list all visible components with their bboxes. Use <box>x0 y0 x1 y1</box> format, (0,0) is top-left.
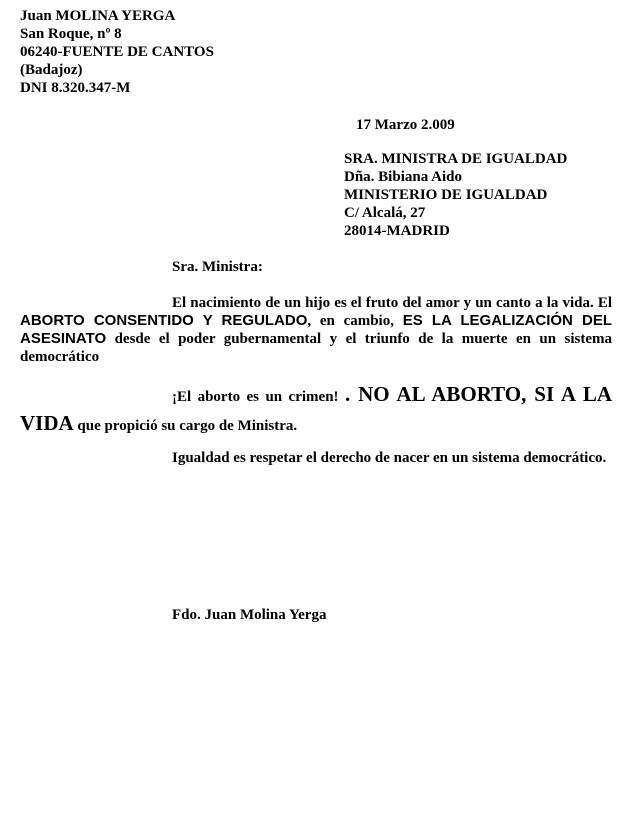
paragraph-text: que propició su cargo de Ministra. <box>73 418 298 434</box>
paragraph-text: desde el poder gubernamental y el triunfo de la muerte en un sistema democrático <box>20 331 612 365</box>
paragraph-equality <box>20 448 612 468</box>
paragraph-emphasis: ABORTO CONSENTIDO Y REGULADO <box>20 312 308 329</box>
paragraph-text: Igualdad es respetar el derecho de nacer en un sistema democrático. <box>172 450 607 466</box>
recipient-address <box>344 150 567 240</box>
signature: Fdo. Juan Molina Yerga <box>172 607 327 623</box>
letter-date: 17 Marzo 2.009 <box>356 117 455 133</box>
sender-address <box>20 7 214 97</box>
sender-dni: DNI 8.320.347-M <box>20 80 131 96</box>
paragraph-text: , en cambio, <box>307 313 403 329</box>
sender-name: Juan MOLINA YERGA <box>20 8 176 24</box>
salutation: Sra. Ministra: <box>172 259 263 275</box>
recipient-name: Dña. Bibiana Aido <box>344 169 462 185</box>
sender-city: 06240-FUENTE DE CANTOS <box>20 44 214 60</box>
paragraph-slogan: . NO AL ABORTO, SI A LA VIDA <box>20 382 612 435</box>
sender-street: San Roque, nº 8 <box>20 26 122 42</box>
paragraph-emphasis: ES LA LEGALIZACIÓN DEL ASESINATO <box>20 312 612 347</box>
recipient-title: SRA. MINISTRA DE IGUALDAD <box>344 151 568 167</box>
paragraph-text: El nacimiento de un hijo es el fruto del amor y un canto a la vida. El <box>172 295 612 311</box>
paragraph-abortion <box>20 381 612 439</box>
sender-province: (Badajoz) <box>20 62 83 78</box>
recipient-street: C/ Alcalá, 27 <box>344 205 426 221</box>
recipient-ministry: MINISTERIO DE IGUALDAD <box>344 187 548 203</box>
paragraph-birth <box>20 294 612 366</box>
paragraph-text: ¡El aborto es un crimen! <box>172 389 345 405</box>
recipient-city: 28014-MADRID <box>344 223 450 239</box>
